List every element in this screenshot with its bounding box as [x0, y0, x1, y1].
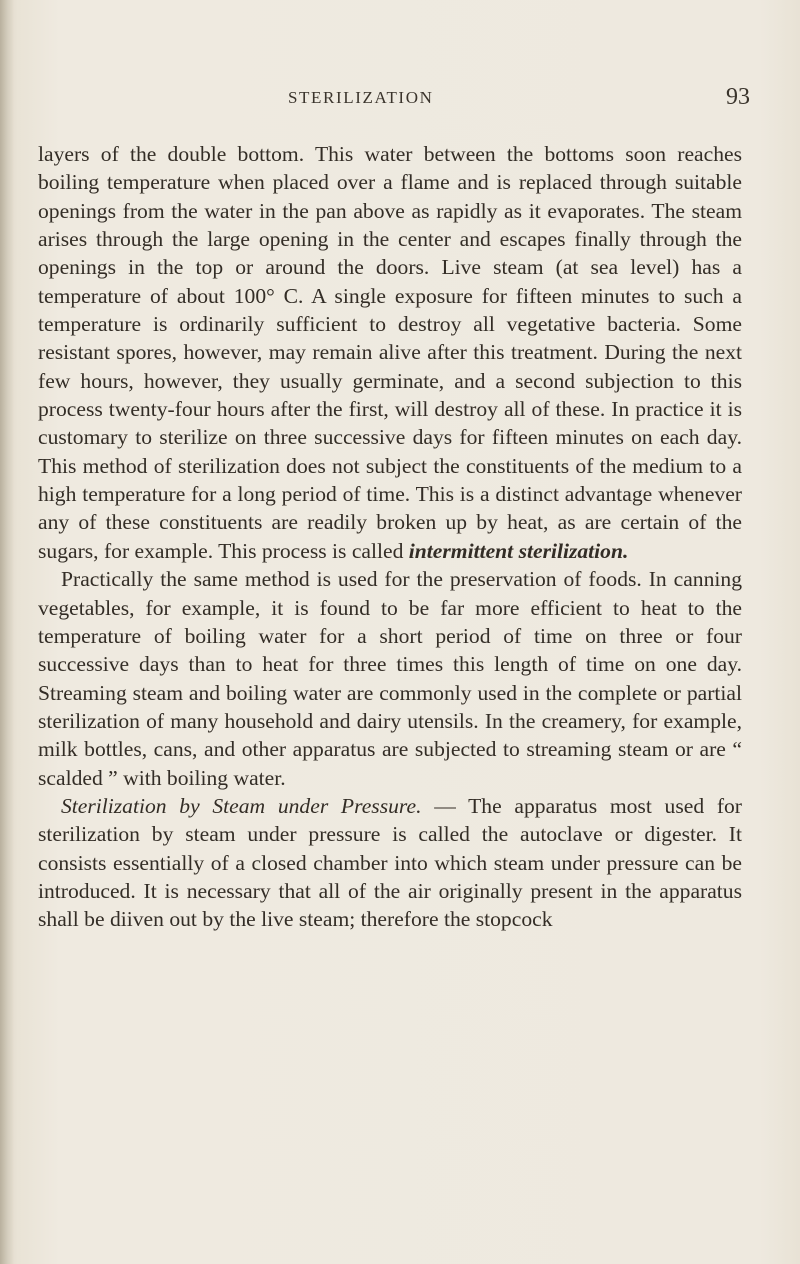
binding-shadow: [0, 0, 14, 1264]
paragraph-text: — The apparatus most used for sterilization by steam under pressure is called the autoclave or digester. It consists essentially of a closed chamber into which steam under pressure can be introduced. It is necessary that all of the air originally present in the apparatus shall be diiven out by the live steam; therefore the stopcock: [38, 793, 742, 932]
paragraph-text: layers of the double bottom. This water between the bottoms soon reaches boiling temperature when placed over a flame and is replaced through suitable openings from the water in the pan above as rapidly as it evaporates. The steam arises through the large opening in the center and escapes finally through the openings in the top or around the doors. Live steam (at sea level) has a temperature of about 100° C. A single exposure for fifteen minutes to such a temperature is ordinarily sufficient to destroy all vegetative bacteria. Some resistant spores, however, may remain alive after this treatment. During the next few hours, however, they usually germinate, and a second subjection to this process twenty-four hours after the first, will destroy all of these. In practice it is customary to sterilize on three successive days for fifteen minutes on each day. This method of sterilization does not subject the constituents of the medium to a high temperature for a long period of time. This is a distinct advantage whenever any of these constituents are readily broken up by heat, as are certain of the sugars, for example. This process is called: [38, 142, 742, 563]
running-head-title: STERILIZATION: [288, 88, 434, 107]
paragraph-preservation-of-foods: Practically the same method is used for the preservation of foods. In canning vegetables, for example, it is found to be far more efficient to heat to the temperature of boiling water for a short period of time on three or four successive days than to heat for three times this length of time on one day. Streaming steam and boiling water are commonly used in the complete or partial sterilization of many household and dairy utensils. In the creamery, for example, milk bottles, cans, and other apparatus are subjected to streaming steam or are “ scalded ” with boiling water.: [38, 567, 742, 790]
running-head: [0, 84, 800, 114]
paragraph-intermittent-sterilization: [38, 140, 742, 565]
paragraph-steam-under-pressure: [38, 792, 742, 934]
body-text: [38, 140, 742, 934]
page-number: 93: [726, 84, 750, 110]
term-intermittent-sterilization: intermittent sterilization.: [408, 538, 629, 563]
section-heading-steam-under-pressure: Sterilization by Steam under Pressure.: [61, 793, 422, 818]
